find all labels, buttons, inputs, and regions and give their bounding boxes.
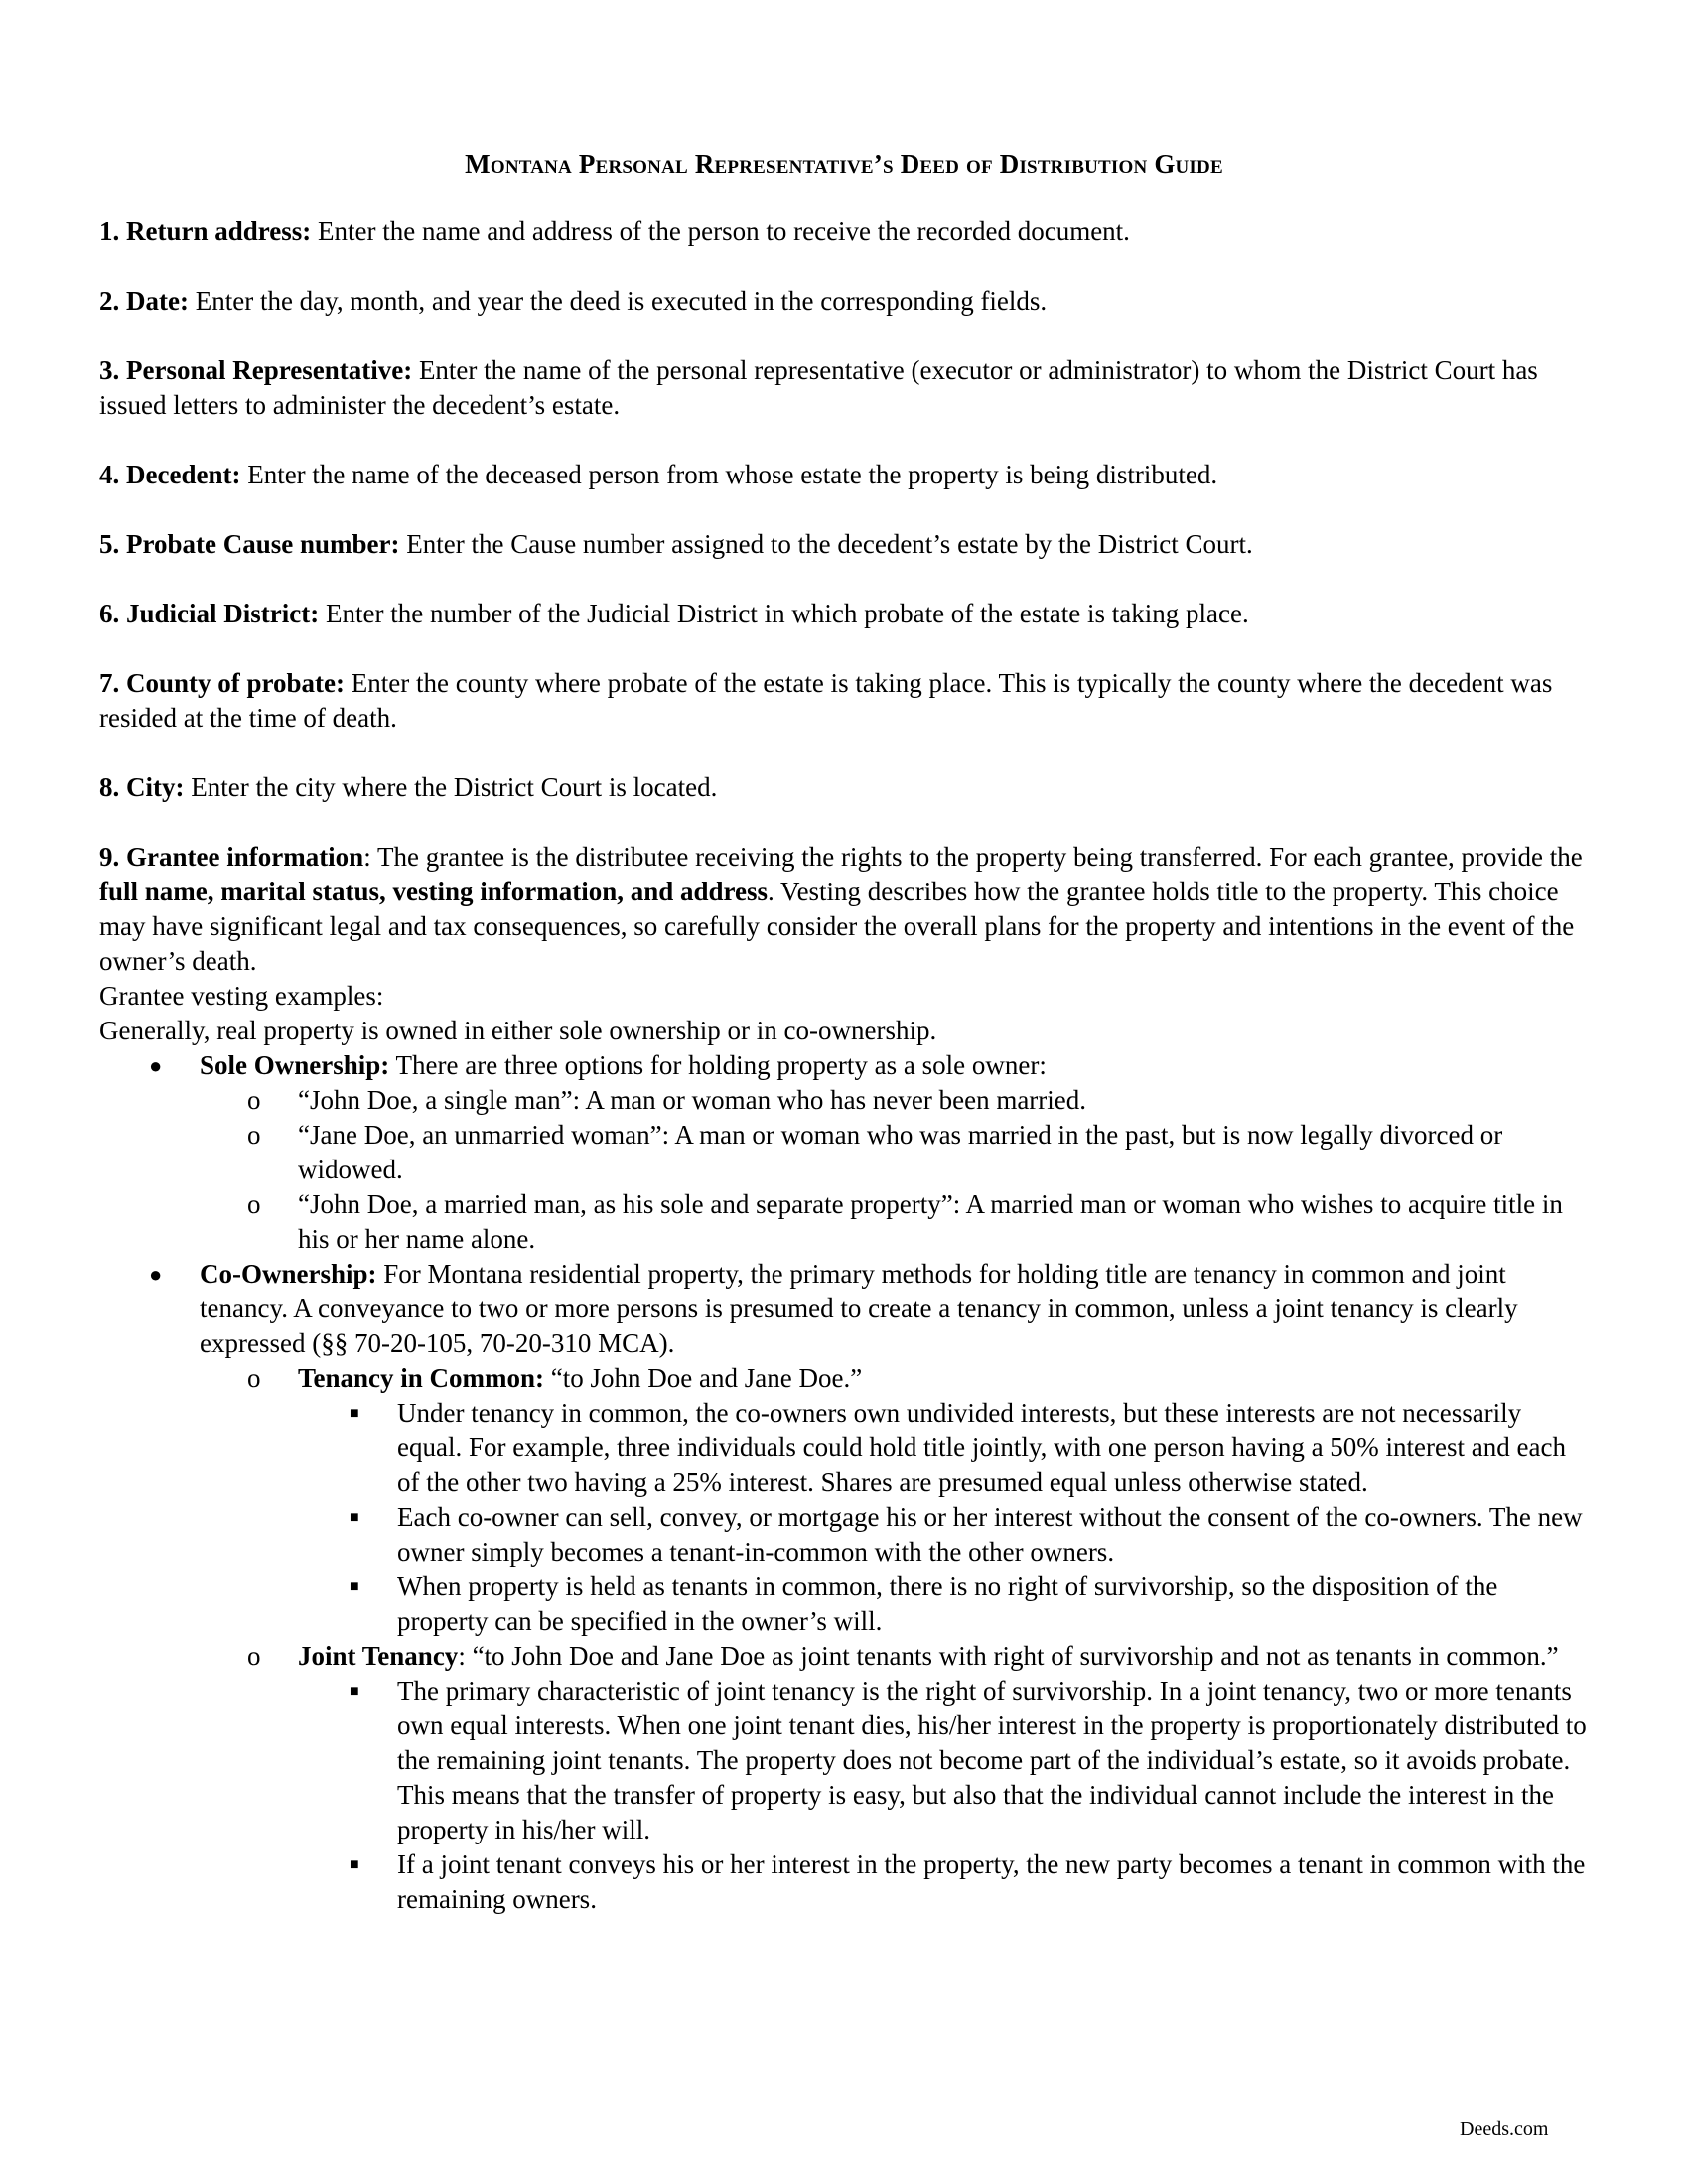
bullet-marker: ●	[149, 1053, 163, 1078]
tic-point	[99, 1500, 1589, 1570]
bullet-text: For Montana residential property, the primary methods for holding title are tenancy in common and joint tenancy. A conveyance to two or more persons is presumed to create a tenancy in common, unless a joint tenancy is clearly expressed (§§ 70-20-105, 70-20-310 MCA).	[200, 1259, 1518, 1358]
square-marker: ■	[350, 1856, 359, 1873]
bullet-marker: ●	[149, 1262, 163, 1287]
option-text: : “to John Doe and Jane Doe as joint tenants with right of survivorship and not as tenants in common.”	[458, 1641, 1559, 1671]
item-text: Enter the name of the deceased person from whose estate the property is being distributed.	[240, 460, 1218, 489]
sole-option	[99, 1187, 1589, 1257]
bullet-label: Sole Ownership:	[200, 1050, 390, 1080]
item-text: : The grantee is the distributee receiving the rights to the property being transferred. For each grantee, provide the	[363, 842, 1583, 872]
point-text: Each co-owner can sell, convey, or mortgage his or her interest without the consent of the co-owners. The new owner simply becomes a tenant-in-common with the other owners.	[397, 1502, 1583, 1567]
item-text: Enter the name and address of the person to receive the recorded document.	[311, 216, 1130, 246]
square-marker: ■	[350, 1509, 359, 1526]
option-text: “Jane Doe, an unmarried woman”: A man or woman who was married in the past, but is now legally divorced or widowed.	[298, 1120, 1503, 1184]
item-label: 8. City:	[99, 772, 185, 802]
page-title: Montana Personal Representative’s Deed of Distribution Guide	[465, 149, 1223, 179]
item-label: 5. Probate Cause number:	[99, 529, 400, 559]
item-county-of-probate	[99, 666, 1589, 736]
option-label: Joint Tenancy	[298, 1641, 459, 1671]
item-text: . Vesting describes how the grantee holds title to the property. This choice may have significant legal and tax consequences, so carefully consider the overall plans for the property and intentions in the event of the owner’s death.	[99, 877, 1575, 976]
co-ownership-bullet	[99, 1257, 1589, 1361]
point-text: If a joint tenant conveys his or her interest in the property, the new party becomes a tenant in common with the remaining owners.	[397, 1849, 1586, 1914]
footer-source: Deeds.com	[1460, 2118, 1549, 2140]
item-text: Enter the city where the District Court is located.	[184, 772, 718, 802]
circle-marker: o	[247, 1085, 261, 1115]
item-probate-cause-number	[99, 527, 1589, 562]
item-label: 3. Personal Representative:	[99, 355, 413, 385]
item-judicial-district	[99, 597, 1589, 631]
tenancy-in-common-option	[99, 1361, 1589, 1396]
item-city	[99, 770, 1589, 805]
item-text: Enter the name of the personal representative (executor or administrator) to whom the District Court has issued letters to administer the decedent’s estate.	[99, 355, 1538, 420]
sole-option	[99, 1083, 1589, 1118]
item-personal-representative	[99, 353, 1589, 423]
circle-marker: o	[247, 1641, 261, 1671]
item-text: Enter the county where probate of the estate is taking place. This is typically the county where the decedent was resided at the time of death.	[99, 668, 1553, 733]
item-text: Enter the day, month, and year the deed is executed in the corresponding fields.	[188, 286, 1048, 316]
item-label: 4. Decedent:	[99, 460, 241, 489]
jt-point	[99, 1847, 1589, 1917]
sole-ownership-bullet	[99, 1048, 1589, 1083]
item-label: 2. Date:	[99, 286, 189, 316]
item-decedent	[99, 458, 1589, 492]
item-grantee-information	[99, 840, 1589, 979]
option-text: “to John Doe and Jane Doe.”	[544, 1363, 863, 1393]
circle-marker: o	[247, 1189, 261, 1219]
tic-point	[99, 1570, 1589, 1639]
item-return-address	[99, 214, 1589, 249]
point-text: The primary characteristic of joint tenancy is the right of survivorship. In a joint tenancy, two or more tenants own equal interests. When one joint tenant dies, his/her interest in the property is proportionately distributed to the remaining joint tenants. The property does not become part of the individual’s estate, so it avoids probate. This means that the transfer of property is easy, but also that the individual cannot include the interest in the property in his/her will.	[397, 1676, 1587, 1844]
guide-content	[99, 147, 1589, 1917]
point-text: Under tenancy in common, the co-owners own undivided interests, but these interests are not necessarily equal. For example, three individuals could hold title jointly, with one person having a 50% interest and each of the other two having a 25% interest. Shares are presumed equal unless otherwise stated.	[397, 1398, 1566, 1497]
point-text: When property is held as tenants in common, there is no right of survivorship, so the disposition of the property can be specified in the owner’s will.	[397, 1571, 1498, 1636]
item-label: 1. Return address:	[99, 216, 312, 246]
item-text: Enter the number of the Judicial District in which probate of the estate is taking place.	[319, 599, 1249, 628]
circle-marker: o	[247, 1363, 261, 1393]
option-text: “John Doe, a married man, as his sole and separate property”: A married man or woman who wishes to acquire title in his or her name alone.	[298, 1189, 1563, 1254]
item-label: 7. County of probate:	[99, 668, 346, 698]
square-marker: ■	[350, 1578, 359, 1595]
item-date	[99, 284, 1589, 319]
sole-option	[99, 1118, 1589, 1187]
tic-point	[99, 1396, 1589, 1500]
item-text-bold: full name, marital status, vesting information, and address	[99, 877, 769, 906]
bullet-label: Co-Ownership:	[200, 1259, 377, 1289]
bullet-text: There are three options for holding property as a sole owner:	[389, 1050, 1047, 1080]
item-label: 9. Grantee information	[99, 842, 364, 872]
joint-tenancy-option	[99, 1639, 1589, 1674]
square-marker: ■	[350, 1683, 359, 1700]
circle-marker: o	[247, 1120, 261, 1150]
item-text: Enter the Cause number assigned to the decedent’s estate by the District Court.	[399, 529, 1253, 559]
grantee-generally-text: Generally, real property is owned in either sole ownership or in co-ownership.	[99, 1016, 937, 1045]
item-label: 6. Judicial District:	[99, 599, 320, 628]
square-marker: ■	[350, 1405, 359, 1422]
option-text: “John Doe, a single man”: A man or woman who has never been married.	[298, 1085, 1087, 1115]
grantee-vesting-examples-label: Grantee vesting examples:	[99, 981, 384, 1011]
option-label: Tenancy in Common:	[298, 1363, 545, 1393]
jt-point	[99, 1674, 1589, 1847]
